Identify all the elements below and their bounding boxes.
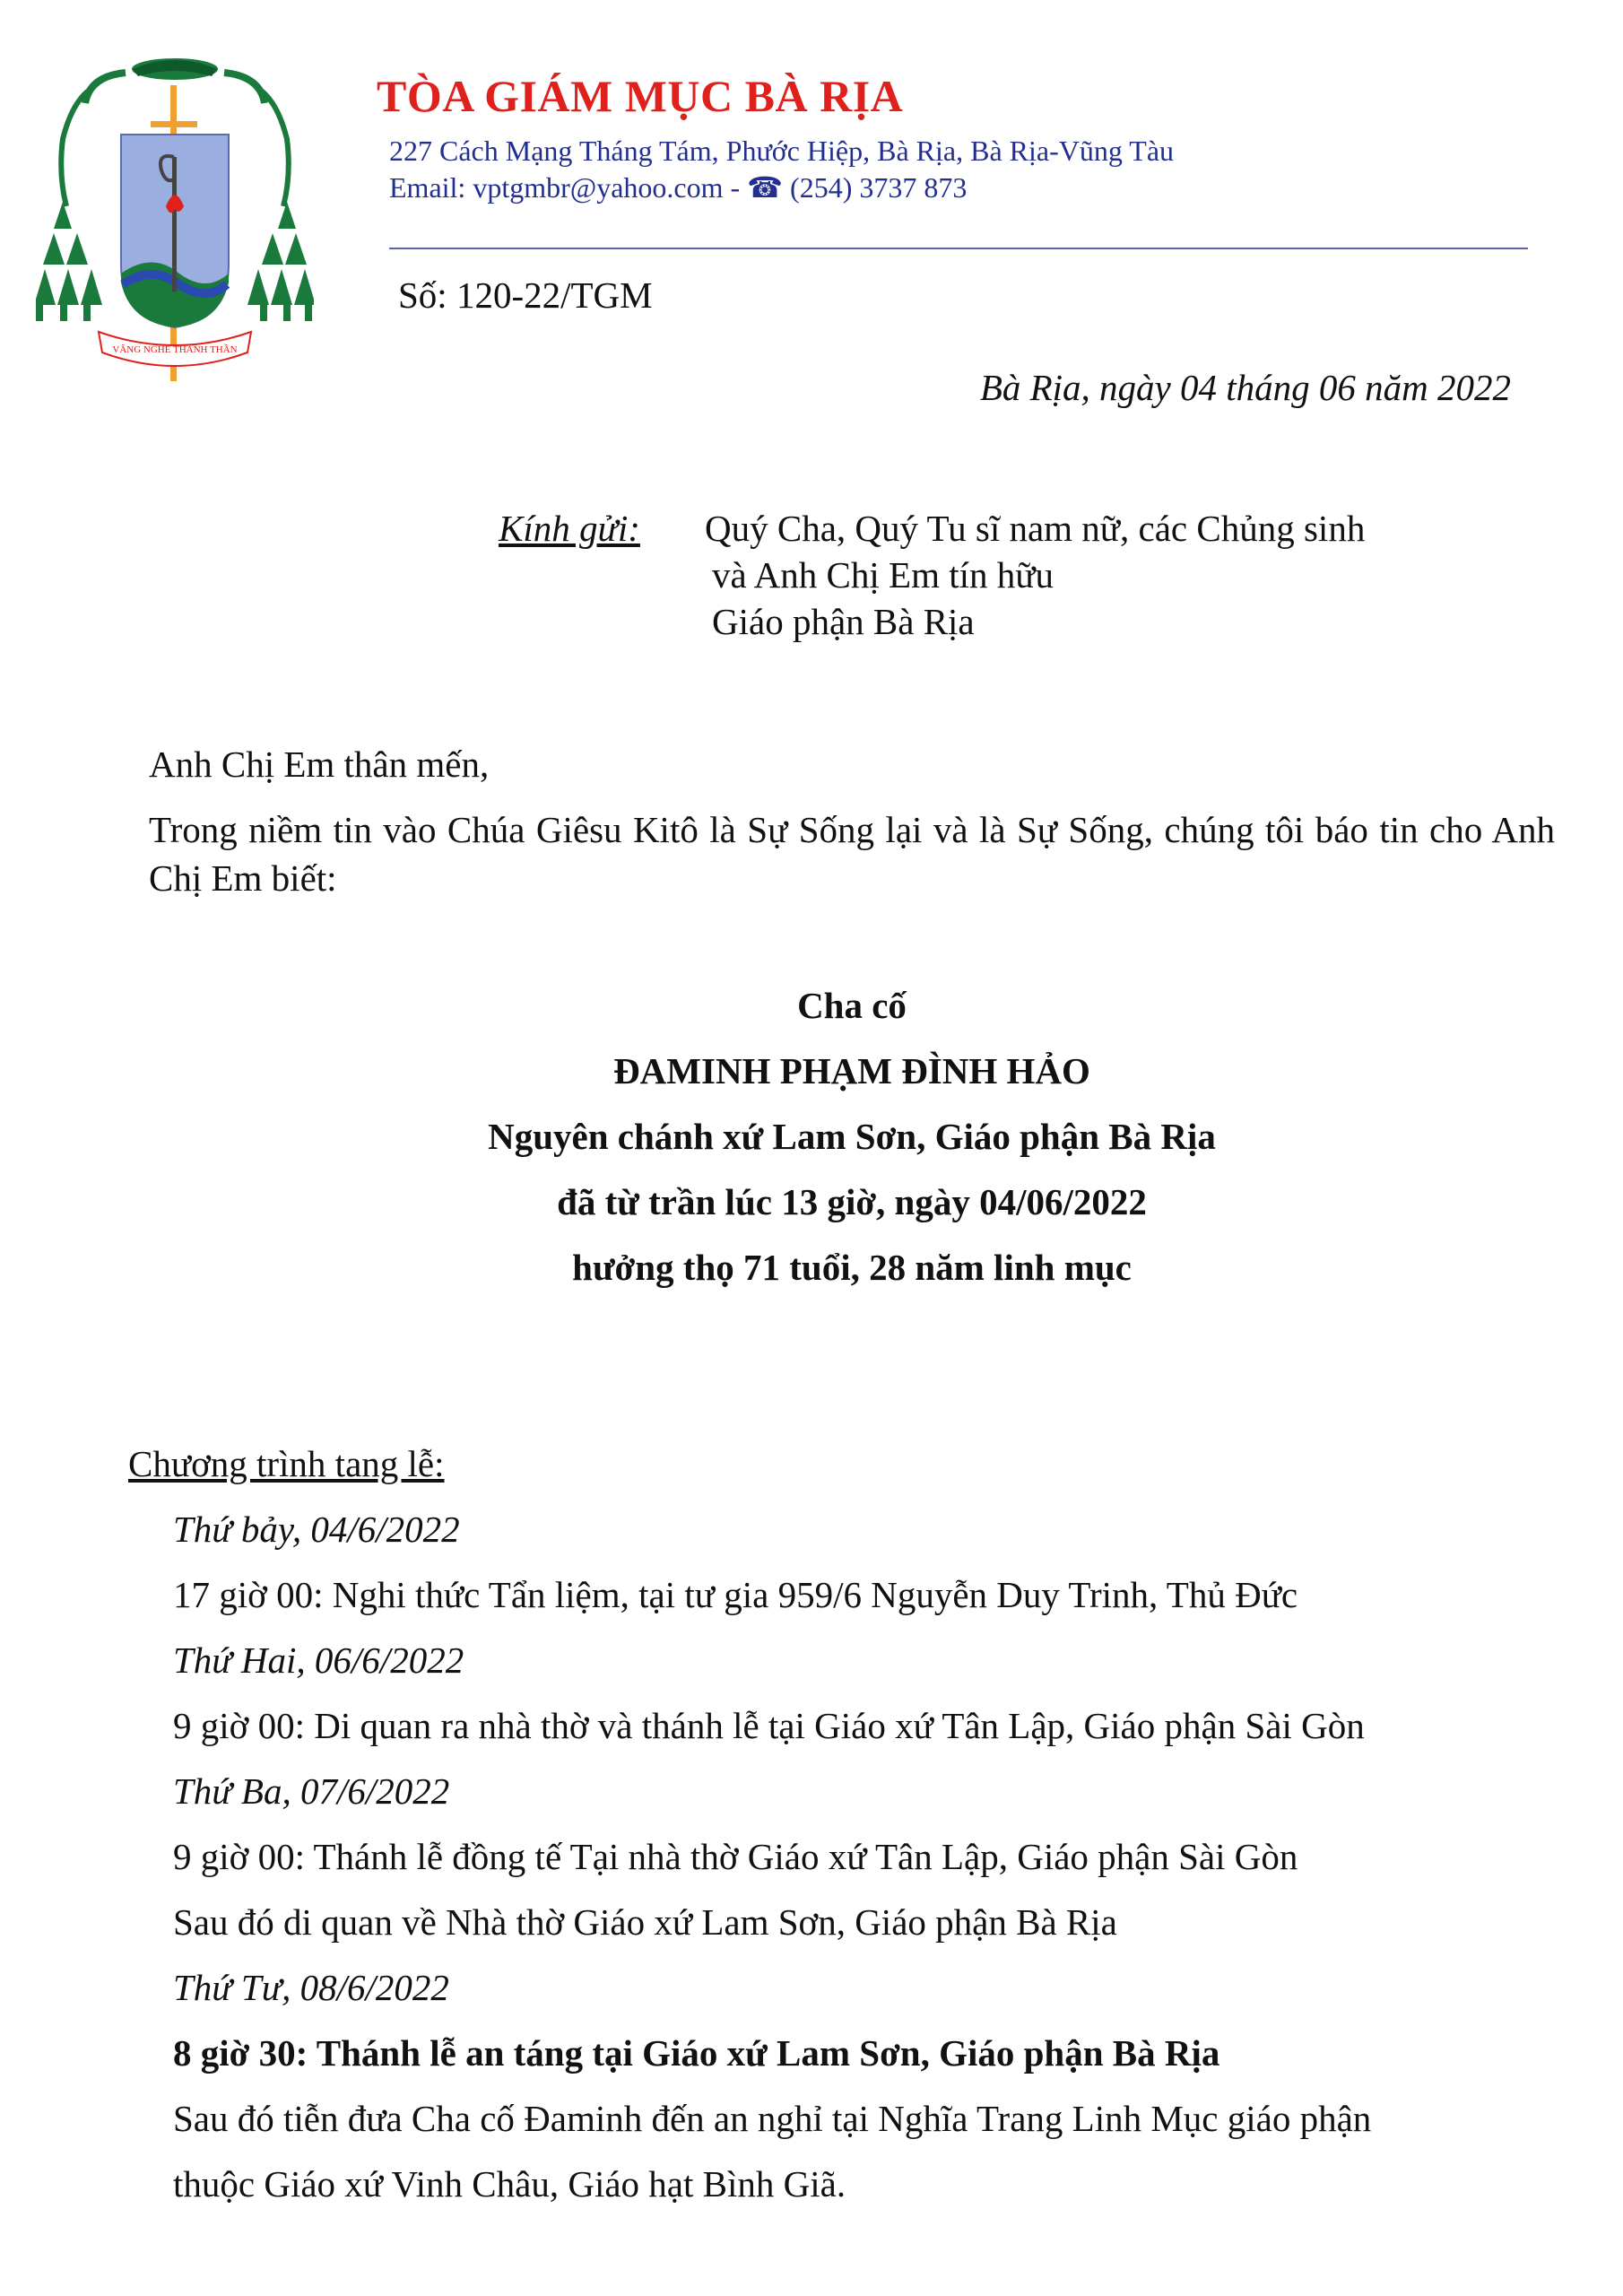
schedule-day: Thứ Ba, 07/6/2022 — [173, 1770, 450, 1812]
intro-paragraph: Trong niềm tin vào Chúa Giêsu Kitô là Sự Sống lại và là Sự Sống, chúng tôi báo tin cho Anh Chị Em biết: — [149, 809, 1555, 899]
salutation: Anh Chị Em thân mến, — [149, 744, 490, 785]
schedule-item-highlight: 8 giờ 30: Thánh lễ an táng tại Giáo xứ Lam Sơn, Giáo phận Bà Rịa — [173, 2032, 1220, 2074]
addressee-line: và Anh Chị Em tín hữu — [712, 554, 1054, 596]
addressee-label: Kính gửi: — [499, 508, 640, 549]
schedule-day: Thứ Hai, 06/6/2022 — [173, 1639, 464, 1681]
announcement-line: đã từ trần lúc 13 giờ, ngày 04/06/2022 — [557, 1181, 1147, 1222]
org-name: TÒA GIÁM MỤC BÀ RỊA — [377, 71, 904, 121]
schedule-day: Thứ bảy, 04/6/2022 — [173, 1509, 460, 1550]
schedule-item: thuộc Giáo xứ Vinh Châu, Giáo hạt Bình Giã. — [173, 2163, 846, 2205]
announcement-line: hưởng thọ 71 tuổi, 28 năm linh mục — [572, 1247, 1132, 1288]
tassels-left-icon — [36, 202, 102, 321]
tassels-right-icon — [247, 202, 314, 321]
coat-of-arms-emblem — [36, 49, 314, 381]
header-divider — [389, 248, 1528, 249]
addressee-line: Giáo phận Bà Rịa — [712, 601, 975, 642]
org-email-phone: Email: vptgmbr@yahoo.com - ☎ (254) 3737 873 — [389, 171, 968, 204]
schedule-title: Chương trình tang lễ: — [128, 1443, 445, 1484]
schedule-day: Thứ Tư, 08/6/2022 — [173, 1967, 449, 2008]
announcement-line: Cha cố — [797, 985, 907, 1026]
schedule-item: 9 giờ 00: Thánh lễ đồng tế Tại nhà thờ Giáo xứ Tân Lập, Giáo phận Sài Gòn — [173, 1836, 1298, 1877]
schedule-item: 17 giờ 00: Nghi thức Tẩn liệm, tại tư gia 959/6 Nguyễn Duy Trinh, Thủ Đức — [173, 1574, 1298, 1615]
svg-text:VÂNG NGHE THÁNH THẦN: VÂNG NGHE THÁNH THẦN — [112, 344, 238, 355]
org-address: 227 Cách Mạng Tháng Tám, Phước Hiệp, Bà Rịa, Bà Rịa-Vũng Tàu — [389, 135, 1175, 167]
deceased-name: ĐAMINH PHẠM ĐÌNH HẢO — [613, 1050, 1090, 1091]
schedule-item: Sau đó tiễn đưa Cha cố Đaminh đến an nghỉ tại Nghĩa Trang Linh Mục giáo phận — [173, 2098, 1372, 2139]
schedule-item: 9 giờ 00: Di quan ra nhà thờ và thánh lễ tại Giáo xứ Tân Lập, Giáo phận Sài Gòn — [173, 1705, 1365, 1746]
schedule-item: Sau đó di quan về Nhà thờ Giáo xứ Lam Sơn, Giáo phận Bà Rịa — [173, 1901, 1117, 1943]
reference-number: Số: 120-22/TGM — [398, 274, 653, 316]
shield-icon — [121, 135, 229, 327]
announcement-line: Nguyên chánh xứ Lam Sơn, Giáo phận Bà Rịa — [488, 1116, 1216, 1157]
dateline: Bà Rịa, ngày 04 tháng 06 năm 2022 — [979, 367, 1511, 408]
addressee-line: Quý Cha, Quý Tu sĩ nam nữ, các Chủng sinh — [705, 508, 1366, 549]
